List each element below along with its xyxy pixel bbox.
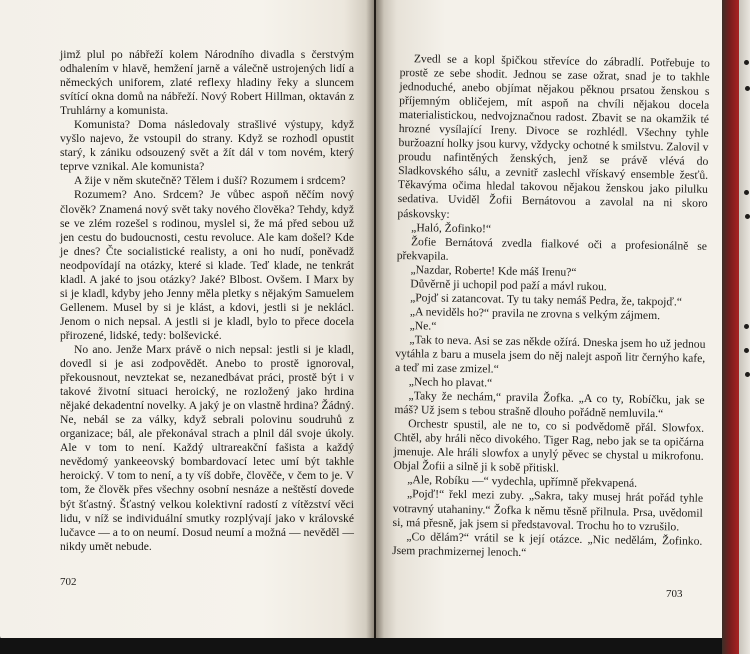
paragraph: Komunista? Doma následovaly strašlivé výstupy, když vyšlo najevo, že vstoupil do strany. Když se rozhodl opustit starý, k zániku odsouzený svět a žít dál v tom novém, který teprve vznikal. Ale komunista? [60, 118, 354, 174]
book-cover-edge [722, 0, 750, 654]
paragraph: Žofie Bernátová zvedla fialkové oči a profesionálně se překvapila. [396, 234, 708, 263]
paragraph: Rozumem? Ano. Srdcem? Je vůbec aspoň něčím nový člověk? Znamená nový svět taky nového člověka? Tehdy, když se ve zlém rozešel s rodinou, myslel si, že má před sebou už jen cestu do budoucnosti, cestu revoluce. Ale kam došel? Kde je dnes? Čte socialistické realisty, a oni ho nudí, poněvadž neodpovídají na otázky, které si klade. Teď klade, ne tenkrát kladl. A jaké to jsou otázky? Jaké? Blbost. Ovšem. I Marx by si je kladl, kdyby jeho Jenny měla pletky s nějakým Samuelem Gellenem. Musel by si je klást, a kdovi, jestli si je neklácl. Jenom o nich nepsal. A jestli si je kladl, bylo to přece docela přirozené, lidské, tedy: bolševické. [60, 188, 354, 342]
left-page [0, 0, 374, 640]
paragraph: „Pojď si zatancovat. Ty tu taky nemáš Pedra, že, takpojď.“ [410, 290, 683, 309]
edge-dot [745, 372, 750, 377]
paragraph: „Haló, Žofinko!“ [411, 220, 492, 236]
paragraph: „Nazdar, Roberte! Kde máš Irenu?“ [410, 262, 577, 279]
book-gutter [366, 0, 384, 645]
page-number: 702 [60, 576, 77, 588]
page-number: 703 [666, 588, 683, 600]
edge-dot [744, 348, 749, 353]
paragraph: „Co dělám?“ vrátil se k její otázce. „Nic nedělám, Žofinko. Jsem prachmizernej lenoch.“ [392, 529, 703, 559]
paragraph: „A neviděls ho?“ pravila ne zrovna s velkým zájmem. [409, 305, 661, 322]
paragraph: A žije v něm skutečně? Tělem i duší? Rozumem i srdcem? [74, 174, 346, 188]
paragraph: Důvěrně ji uchopil pod paží a mávl rukou. [410, 276, 607, 294]
paragraph: Orchestr spustil, ale ne to, co si podvědomě přál. Slowfox. Chtěl, aby hráli něco divokého. Tiger Rag, nebo jak se ta opičárna jmenuje. Ale hráli slowfox a unylý pěvec se chystal u mikrofonu. Objal Žofii a silně ji k sobě přitiskl. [393, 417, 705, 475]
paragraph: „Ne.“ [409, 319, 437, 333]
edge-dot [745, 214, 750, 219]
left-page-text [60, 48, 354, 554]
paragraph: „Nech ho plavat.“ [408, 375, 493, 390]
edge-dot [744, 60, 749, 65]
edge-dot [745, 86, 750, 91]
edge-dot [744, 324, 749, 329]
paragraph: „Ale, Robíku —“ vydechla, upřímně překvapená. [407, 473, 638, 491]
paragraph: No ano. Jenže Marx právě o nich nepsal: jestli si je kladl, dovedl si je asi zodpovědět. Anebo to prostě ignoroval, překousnout, nevztekat se, nezanedbávat práci, prostě být i v takové životní situaci heroický, ne rozložený jako hrdina nějaké dekadentní novelky. A jaký je on vlastně hrdina? Žádný. Ne, nebál se za války, když sebrali polovinu soudruhů z organizace; bál, ale překonával strach a plnil dál svoje úkoly. Ale v tom to není. Každý ultrareakční fašista a každý nevědomý yankeeovský bombardovací letec umí být takhle heroický. V tom to není, a ty víš dobře, člověče, v čem to je. V tom, že člověk přes všechny osobní nesnáze a neštěstí dovede být šťastný. Šťastný velkou kolektivní radostí z vítězství věci lidu, v níž se individuální smutky rozplývají jako v královské lučavce — a to on neumí. Dosud neumí a možná — nevěděl — nikdy umět nebude. [60, 342, 354, 553]
paragraph: „Taky že nechám,“ pravila Žofka. „A co ty, Robíčku, jak se máš? Už jsem s tebou strašně dlouho pořádně nemluvila.“ [394, 389, 705, 421]
paragraph: jimž plul po nábřeží kolem Národního divadla s čerstvým odhalením v hlavě, hemžení jarně a válečně ustrojených lidí a německých uniforem, zlaté reflexy hladiny řeky a sluncem svítící okna domů na nábřeží. Nový Robert Hillman, oktaván z Truhlárny a komunista. [60, 48, 354, 118]
right-page [376, 0, 724, 638]
bottom-shadow [0, 638, 722, 654]
edge-dot [744, 190, 749, 195]
paragraph: „Tak to neva. Asi se zas někde ožírá. Dneska jsem ho už jednou vytáhla z baru a musela jsem do něj nalejt aspoň litr černýho kafe, a teď mi zase zmizel.“ [394, 333, 706, 376]
right-page-text [392, 52, 710, 562]
paragraph: „Pojď!“ řekl mezi zuby. „Sakra, taky musej hrát pořád tyhle votravný utahaniny.“ Žofka k němu těsně přilnula. Prsa, uvědomil si, má přesně, jak jsem si představoval. Trochu ho to vzrušilo. [392, 487, 704, 533]
paragraph: Zvedl se a kopl špičkou střevíce do zábradlí. Potřebuje to prostě ze sebe shodit. Jednou se zase ožrat, snad je to takhle jednoduché, anebo objímat nějakou pěknou prsatou ženskou s příjemným obličejem, mít aspoň na chvíli nějakou docela materialistickou, nedvojznačnou radost. Zbavit se na okamžik té hrozné vysílající Ireny. Divoce se rozhlédl. Všechny tyhle buržoazní holky jsou kurvy, vždycky ochotné k smilstvu. Zalovil v proudu nafintěných ženských, jenž se právě vlévá do Sladkovského sálu, a zevnitř zaslechl vřískavý ensemble žesťů. Těkavýma očima hledal takovou nějakou ženskou jako pilulku sedativa. Uviděl Žofii Bernátovou a zavolal na ni skoro páskovsky: [397, 52, 710, 221]
